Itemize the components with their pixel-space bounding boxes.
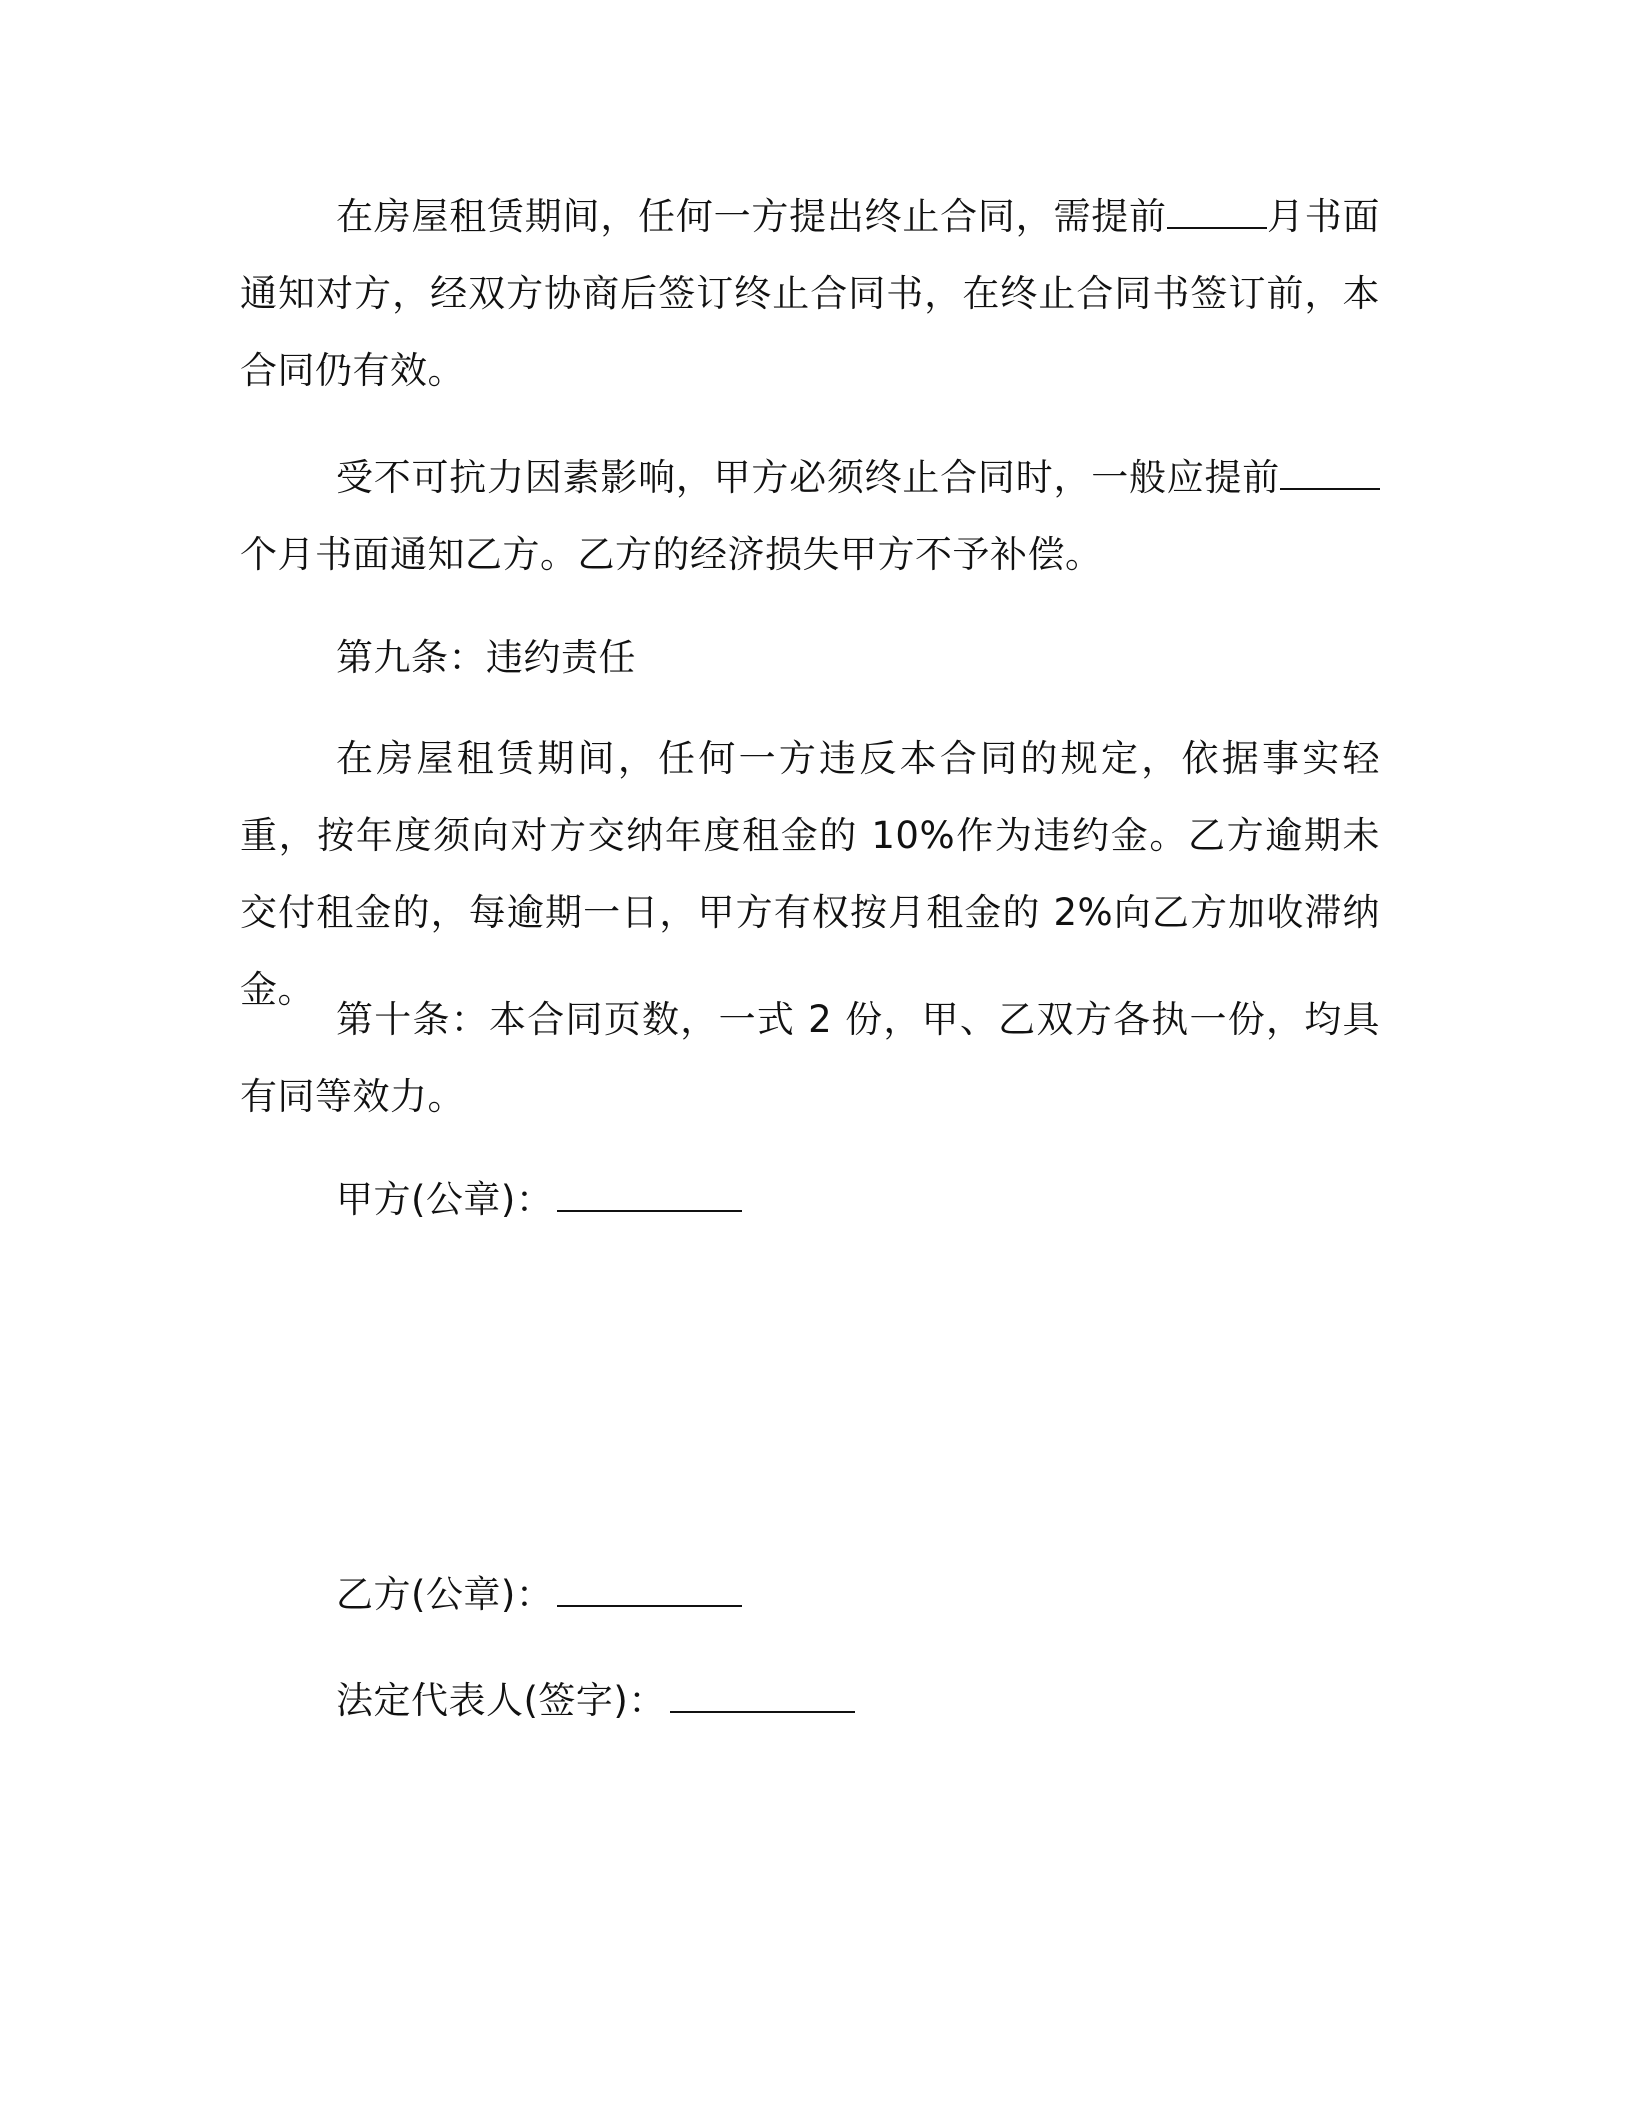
force-majeure-text-before: 受不可抗力因素影响，甲方必须终止合同时，一般应提前 [336, 456, 1280, 499]
paragraph-breach-liability: 在房屋租赁期间，任何一方违反本合同的规定，依据事实轻重，按年度须向对方交纳年度租金的 10%作为违约金。乙方逾期未交付租金的，每逾期一日，甲方有权按月租金的 2%向乙方加收滞纳金。 [240, 737, 1380, 1011]
paragraph-force-majeure [240, 439, 1380, 593]
article-9-heading: 第九条：违约责任 [336, 636, 636, 679]
termination-text-after: 月书面通知对方，经双方协商后签订终止合同书，在终止合同书签订前，本合同仍有效。 [240, 195, 1380, 392]
party-a-seal-line [336, 1161, 742, 1238]
party-b-seal-line [336, 1556, 742, 1633]
party-a-signature-blank [557, 1180, 742, 1212]
party-b-signature-blank [557, 1575, 742, 1607]
force-majeure-text-after: 个月书面通知乙方。乙方的经济损失甲方不予补偿。 [240, 533, 1103, 576]
party-b-label: 乙方(公章)： [336, 1573, 554, 1616]
legal-representative-line [336, 1662, 855, 1739]
legal-rep-label: 法定代表人(签字)： [336, 1679, 666, 1722]
article-10-copies: 第十条：本合同页数，一式 2 份，甲、乙双方各执一份，均具有同等效力。 [240, 998, 1380, 1118]
termination-text-before: 在房屋租赁期间，任何一方提出终止合同，需提前 [336, 195, 1167, 238]
force-majeure-months-blank [1280, 458, 1380, 490]
party-a-label: 甲方(公章)： [336, 1178, 554, 1221]
paragraph-termination-notice [240, 178, 1380, 409]
months-blank-line [1167, 197, 1267, 229]
legal-rep-signature-blank [670, 1681, 855, 1713]
